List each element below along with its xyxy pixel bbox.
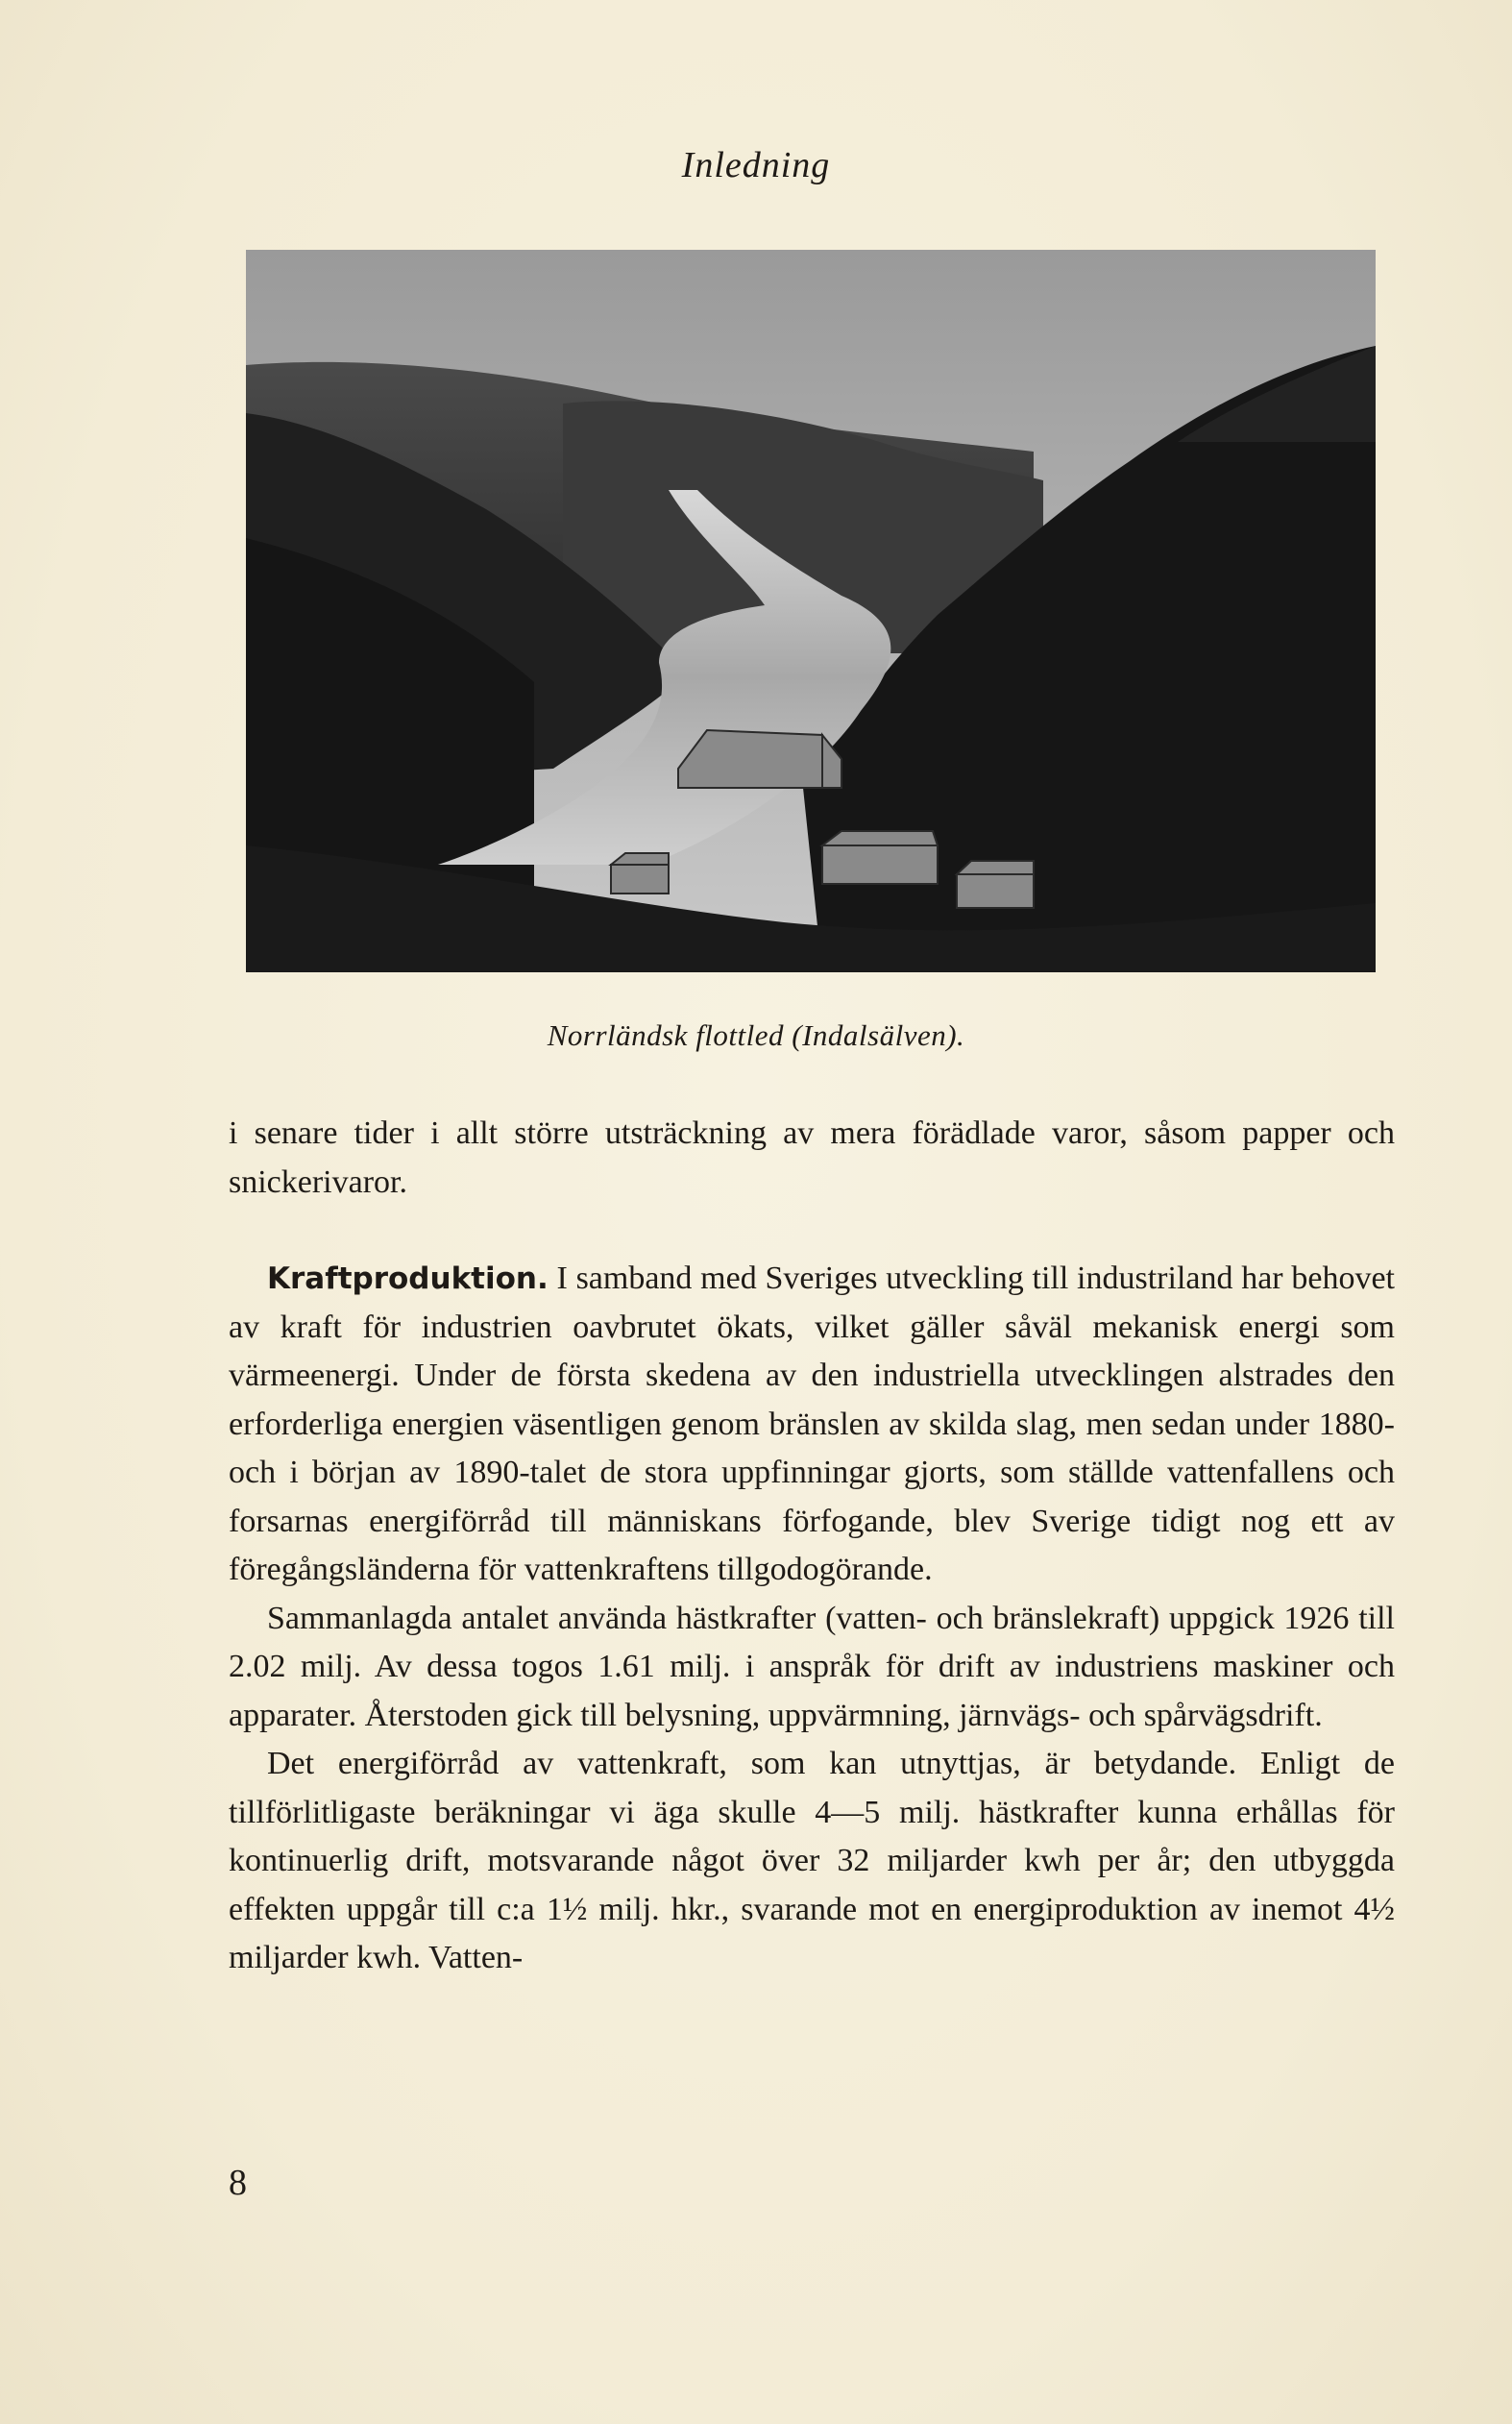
paragraph-hastkrafter: Sammanlagda antalet använda hästkrafter (vatten- och bränslekraft) uppgick 1926 till 2.02 milj. Av dessa togos 1.61 milj. i anspråk för drift av industriens maskiner och apparater. Återstoden gick till belysning, uppvärmning, järnvägs- och spårvägsdrift.	[229, 1600, 1395, 1733]
river-valley-photo	[246, 250, 1376, 972]
figure-caption: Norrländsk flottled (Indalsälven).	[547, 1018, 965, 1052]
river-valley-illustration	[246, 250, 1376, 972]
paragraph-kraftproduktion	[229, 1255, 1395, 1595]
paragraph-energiforrad: Det energiförråd av vattenkraft, som kan utnyttjas, är betydande. Enligt de tillförlitligaste beräkningar vi äga skulle 4—5 milj. hästkrafter kunna erhållas för kontinuerlig drift, motsvarande något över 32 miljarder kwh per år; den utbyggda effekten uppgår till c:a 1½ milj. hkr., svarande mot en energiproduktion av inemot 4½ miljarder kwh. Vatten-	[229, 1746, 1395, 1975]
paragraph-continuation: i senare tider i allt större utsträckning av mera förädlade varor, såsom papper och snickerivaror.	[229, 1115, 1395, 1200]
section-run-in-heading: Kraftproduktion.	[267, 1261, 549, 1296]
paragraph-text: I samband med Sveriges utveckling till industriland har behovet av kraft för industrien oavbrutet ökats, vilket gäller såväl mekanisk energi som värmeenergi. Under de första skedena av den industriella utvecklingen alstrades den erforderliga energien väsentligen genom bränslen av skilda slag, men sedan under 1880- och i början av 1890-talet de stora uppfinningar gjorts, som ställde vattenfallens och forsarnas energiförråd till människans förfogande, blev Sverige tidigt nog ett av föregångsländerna för vattenkraftens tillgodogörande.	[229, 1261, 1395, 1587]
running-head: Inledning	[681, 145, 831, 185]
page-number: 8	[229, 2163, 247, 2203]
body-text	[229, 1110, 1395, 1983]
